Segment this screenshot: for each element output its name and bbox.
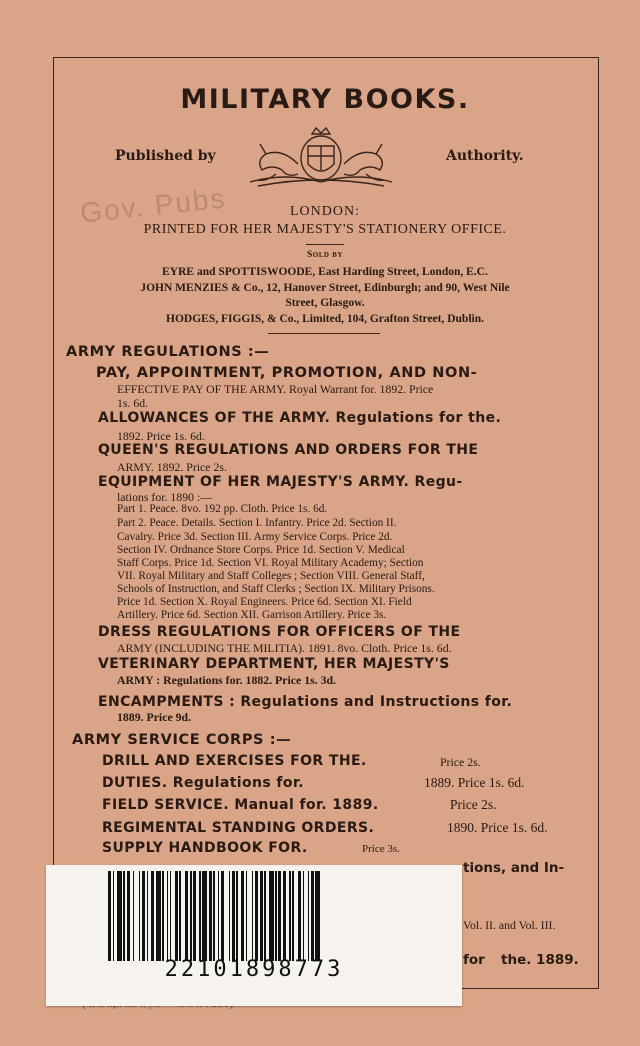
- library-stamp: Gov. Pubs: [78, 182, 228, 229]
- entry-detail: Schools of Instruction, and Staff Clerks ; Section IX. Military Prisons.: [117, 583, 435, 595]
- entry-price: Price 3s.: [362, 843, 400, 855]
- divider: [306, 244, 344, 245]
- entry-title: ENCAMPMENTS : Regulations and Instructions for.: [98, 694, 513, 710]
- publisher-line: JOHN MENZIES & Co., 12, Hanover Street, Edinburgh; and 90, West Nile: [140, 282, 510, 294]
- partial-text: Vol. II. and Vol. III.: [463, 918, 556, 932]
- entry-price: 1889. Price 1s. 6d.: [424, 775, 525, 790]
- divider: [268, 333, 380, 334]
- sold-by-label: Sold by: [306, 250, 344, 260]
- entry-title: ALLOWANCES OF THE ARMY. Regulations for the.: [98, 410, 502, 426]
- imprint-city: LONDON:: [290, 204, 360, 219]
- entry-detail: 1889. Price 9d.: [117, 710, 192, 724]
- entry-title: REGIMENTAL STANDING ORDERS.: [102, 820, 375, 836]
- publisher-line: Street, Glasgow.: [285, 297, 365, 309]
- imprint-printer: PRINTED FOR HER MAJESTY'S STATIONERY OFFICE.: [143, 222, 507, 237]
- entry-detail: 1892. Price 1s. 6d.: [117, 429, 205, 443]
- partial-text: the. 1889.: [501, 952, 579, 968]
- partial-text: for: [463, 952, 485, 968]
- entry-detail: Section IV. Ordnance Store Corps. Price 1d. Section V. Medical: [117, 544, 405, 556]
- barcode-label: [46, 865, 462, 1006]
- section-heading: ARMY SERVICE CORPS :—: [72, 732, 292, 748]
- entry-detail: EFFECTIVE PAY OF THE ARMY. Royal Warrant for. 1892. Price: [117, 382, 434, 396]
- entry-detail: Cavalry. Price 3d. Section III. Army Service Corps. Price 2d.: [117, 531, 393, 543]
- authority-text: Authority.: [446, 148, 524, 164]
- entry-detail: lations for. 1890 :—: [117, 490, 213, 504]
- entry-title: SUPPLY HANDBOOK FOR.: [102, 840, 308, 856]
- entry-detail: VII. Royal Military and Staff Colleges ; Section VIII. General Staff,: [117, 570, 425, 582]
- section-heading: ARMY REGULATIONS :—: [66, 344, 270, 360]
- entry-detail: ARMY. 1892. Price 2s.: [117, 460, 227, 474]
- barcode-number: 22101898773: [164, 957, 344, 982]
- entry-detail: Staff Corps. Price 1d. Section VI. Royal Military Academy; Section: [117, 557, 424, 569]
- entry-title: QUEEN'S REGULATIONS AND ORDERS FOR THE: [98, 442, 479, 458]
- entry-title: DRILL AND EXERCISES FOR THE.: [102, 753, 367, 769]
- entry-detail: Part 2. Peace. Details. Section I. Infantry. Price 2d. Section II.: [117, 517, 397, 529]
- entry-title: FIELD SERVICE. Manual for. 1889.: [102, 797, 379, 813]
- entry-detail: 1s. 6d.: [117, 396, 149, 410]
- entry-detail: Price 1d. Section X. Royal Engineers. Price 6d. Section XI. Field: [117, 596, 412, 608]
- published-by-text: Published by: [115, 148, 216, 164]
- publisher-line: HODGES, FIGGIS, & Co., Limited, 104, Grafton Street, Dublin.: [166, 313, 484, 325]
- entry-price: 1890. Price 1s. 6d.: [447, 820, 548, 835]
- entry-detail: ARMY : Regulations for. 1882. Price 1s. 3d.: [117, 673, 336, 687]
- royal-arms-crest-icon: [236, 124, 406, 190]
- entry-title: DRESS REGULATIONS FOR OFFICERS OF THE: [98, 624, 461, 640]
- entry-title: VETERINARY DEPARTMENT, HER MAJESTY'S: [98, 656, 450, 672]
- entry-title: EQUIPMENT OF HER MAJESTY'S ARMY. Regu-: [98, 474, 463, 490]
- entry-title: PAY, APPOINTMENT, PROMOTION, AND NON-: [96, 365, 478, 381]
- publisher-line: EYRE and SPOTTISWOODE, East Harding Street, London, E.C.: [162, 266, 488, 278]
- entry-price: Price 2s.: [450, 797, 497, 812]
- entry-detail: Artillery. Price 6d. Section XII. Garrison Artillery. Price 3s.: [117, 609, 387, 621]
- entry-title: DUTIES. Regulations for.: [102, 775, 304, 791]
- entry-price: Price 2s.: [440, 755, 481, 769]
- page-title: MILITARY BOOKS.: [180, 84, 470, 115]
- entry-detail: Part 1. Peace. 8vo. 192 pp. Cloth. Price 1s. 6d.: [117, 503, 328, 515]
- barcode-bars: [108, 871, 408, 961]
- barcode-stripe: [320, 871, 322, 961]
- entry-detail: ARMY (INCLUDING THE MILITIA). 1891. 8vo. Cloth. Price 1s. 6d.: [117, 641, 452, 655]
- partial-text: tions, and In-: [463, 860, 565, 876]
